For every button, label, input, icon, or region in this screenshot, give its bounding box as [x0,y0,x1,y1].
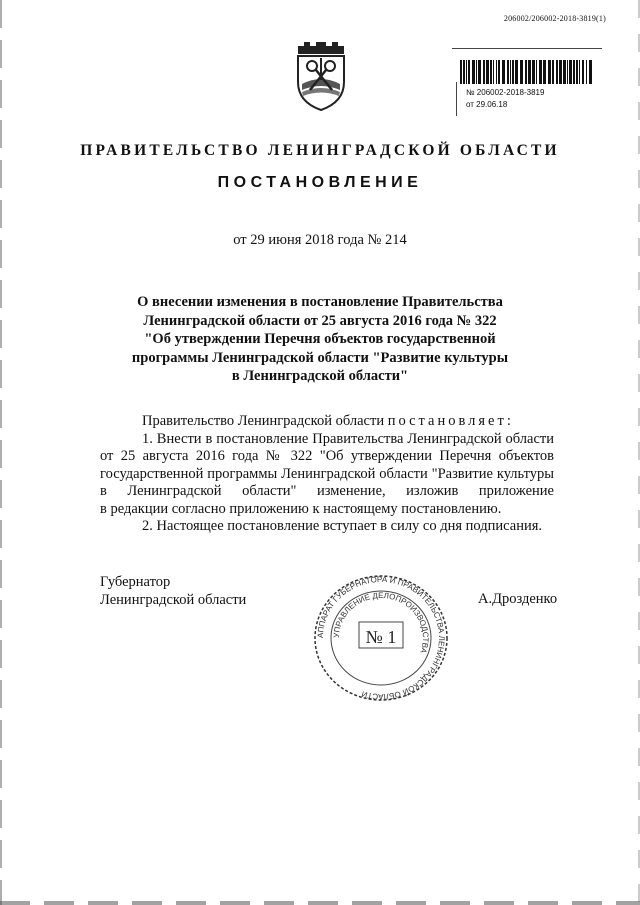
barcode-bar [510,60,511,84]
item2-paragraph: 2. Настоящее постановление вступает в силу со дня подписания. [142,518,543,534]
barcode-bar [586,60,587,84]
barcode-bar [502,60,505,84]
barcode-bar [552,60,554,84]
barcode-bar [478,60,481,84]
item1-line: в Ленинградской области" изменение, изложив приложение [100,483,554,499]
document-type: ПОСТАНОВЛЕНИЕ [217,174,423,191]
document-body [100,413,554,536]
coat-of-arms-icon [292,40,350,112]
item1-line: от 25 августа 2016 года № 322 "Об утверждении Перечня объектов [100,448,554,464]
barcode-bar [569,60,572,84]
title-line: "Об утверждении Перечня объектов государственной [144,331,496,347]
intro-paragraph [100,413,554,431]
barcode-bar [486,60,489,84]
registration-top-rule [452,48,602,49]
barcode-bar [576,60,578,84]
barcode-bar [567,60,568,84]
document-id: 206002/206002-2018-3819(1) [503,14,606,23]
official-stamp [312,574,450,702]
signature-title [100,573,246,609]
scan-edge-left [0,0,2,905]
title-line: программы Ленинградской области "Развитие культуры [131,349,509,366]
stamp-outer-text: АППАРАТ ГУБЕРНАТОРА И ПРАВИТЕЛЬСТВА ЛЕНИНГРАДСКОЙ ОБЛАСТИ [315,574,447,702]
registration-left-rule [456,82,457,116]
intro-text: Правительство Ленинградской области [142,413,385,429]
barcode-bar [507,60,509,84]
barcode-bar [515,60,518,84]
barcode-bar [539,60,542,84]
barcode-bar [536,60,537,84]
barcode-bar [520,60,523,84]
government-name: ПРАВИТЕЛЬСТВО ЛЕНИНГРАДСКОЙ ОБЛАСТИ [80,142,560,159]
document-title [120,293,520,386]
registration-block [452,42,602,122]
barcode-bar [512,60,514,84]
registration-number: № 206002-2018-3819 [466,88,545,97]
title-line: в Ленинградской области" [231,368,409,384]
item1-line: 1. Внести в постановление Правительства Ленинградской области [142,430,554,447]
intro-verb: постановляет: [387,413,514,429]
barcode-bar [460,60,462,84]
barcode-bar [496,60,497,84]
registration-date: от 29.06.18 [466,100,508,109]
barcode-bar [582,60,584,84]
barcode-bar [466,60,467,84]
barcode-bar [483,60,485,84]
item1-last-line: в редакции согласно приложению к настоящему постановлению. [100,500,502,517]
barcode-bar [556,60,558,84]
scan-edge-bottom [0,901,640,905]
barcode-bar [472,60,475,84]
title-line: О внесении изменения в постановление Правительства [137,294,503,310]
item1-line: государственной программы Ленинградской области "Развитие культуры [100,465,554,482]
barcode-bar [559,60,562,84]
barcode-bar [490,60,492,84]
barcode-bar [525,60,527,84]
barcode-bar [532,60,535,84]
barcode-bar [589,60,592,84]
barcode-bar [548,60,551,84]
barcode-bar [543,60,546,84]
signature-region: Ленинградской области [100,592,247,608]
barcode-bar [476,60,477,84]
barcode-bar [563,60,566,84]
barcode-bar [579,60,580,84]
stamp-center: № 1 [365,627,397,647]
barcode-bar [573,60,575,84]
stamp-inner-text: УПРАВЛЕНИЕ ДЕЛОПРОИЗВОДСТВА [331,590,431,655]
barcode-bar [463,60,465,84]
document-date-number: от 29 июня 2018 года № 214 [233,232,407,248]
signature-position: Губернатор [100,574,171,590]
barcode-bar [528,60,531,84]
barcode-bar [493,60,494,84]
title-line: Ленинградской области от 25 августа 2016 года № 322 [143,312,497,329]
barcode-bar [498,60,500,84]
barcode-bar [468,60,470,84]
barcode-icon [460,60,596,84]
signatory-name: А.Дрозденко [478,591,558,607]
